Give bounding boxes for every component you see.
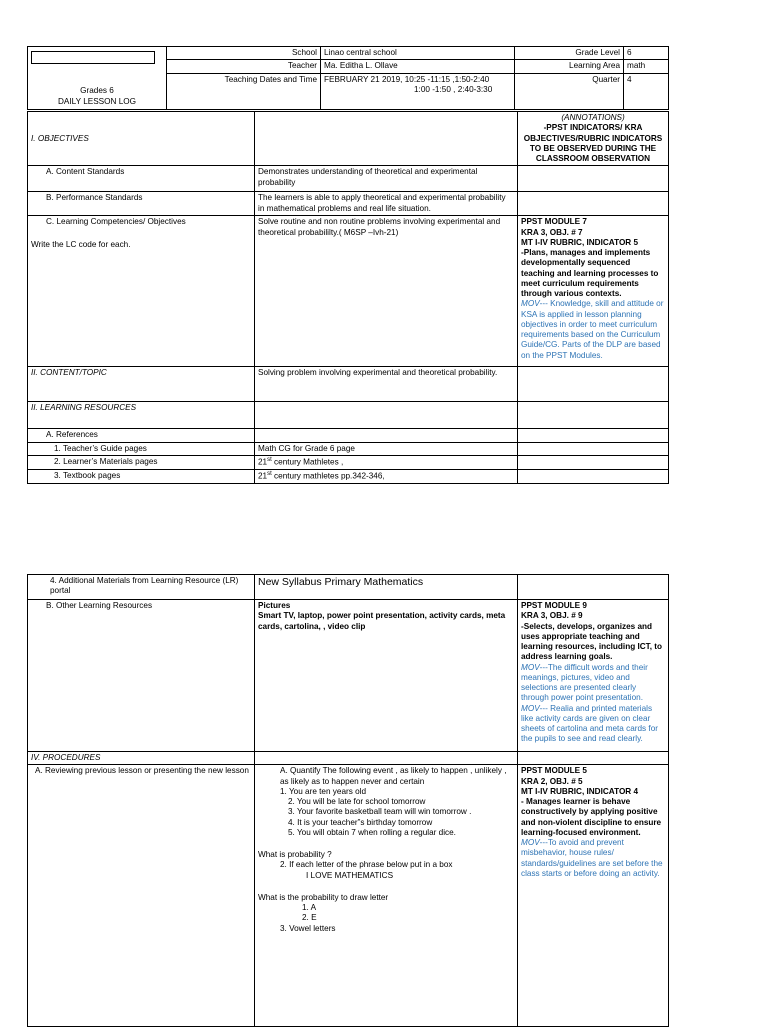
objectives-heading <box>28 112 255 166</box>
additional-materials-value: New Syllabus Primary Mathematics <box>255 575 518 600</box>
review-item-phrase: 2. If each letter of the phrase below put in a box <box>280 860 453 870</box>
daily-lesson-log-label: DAILY LESSON LOG <box>58 97 136 107</box>
grades-label: Grades 6 <box>80 86 114 95</box>
ppst-module-9: PPST MODULE 9 <box>521 601 587 610</box>
review-draw-letter: What is the probability to draw letter <box>258 892 389 902</box>
learning-area-label: Learning Area <box>515 60 624 73</box>
competencies-annotation <box>518 216 669 367</box>
other-resources-value <box>255 600 518 752</box>
textbook-value <box>255 469 518 483</box>
mov-text: --- Realia and printed materials like activity cards are given on clear sheets of cartolina and meta cards for the pupils to see and read clearly. <box>521 703 658 744</box>
additional-materials-annotation <box>518 575 669 600</box>
mov-label: MOV <box>521 838 540 847</box>
teacher-label: Teacher <box>167 60 321 73</box>
performance-standards-label: B. Performance Standards <box>28 192 255 216</box>
content-standards-label: A. Content Standards <box>28 166 255 192</box>
resources-list: Smart TV, laptop, power point presentation, activity cards, meta cards, cartolina, , video clip <box>258 611 506 631</box>
competencies-value: Solve routine and non routine problems involving experimental and theoretical probabililty.( M6SP –Ivh-21) <box>255 216 518 367</box>
kra-3-obj-9: KRA 3, OBJ. # 9 <box>521 611 583 621</box>
teachers-guide-label: 1. Teacher’s Guide pages <box>28 442 255 455</box>
review-annotation <box>518 765 669 1027</box>
review-what-is-probability: What is probability ? <box>258 850 332 859</box>
review-activity <box>255 765 518 1027</box>
rubric-indicator-4: MT I-IV RUBRIC, INDICATOR 4 <box>521 786 639 796</box>
teachers-guide-annotation <box>518 442 669 455</box>
review-vowel-letters: 3. Vowel letters <box>280 923 336 933</box>
tb-pre: 21 <box>258 471 268 481</box>
mov-label: MOV <box>521 662 540 672</box>
review-label-cell <box>28 765 255 1027</box>
textbook-annotation <box>518 469 669 483</box>
learning-resources-annotation <box>518 402 669 429</box>
learners-materials-value <box>255 455 518 469</box>
school-value: Linao central school <box>321 47 515 60</box>
school-label: School <box>167 47 321 60</box>
objectives-label: I. OBJECTIVES <box>31 133 89 143</box>
competencies-note: Write the LC code for each. <box>31 239 131 249</box>
ppst-module-5: PPST MODULE 5 <box>521 766 587 776</box>
competencies-cell <box>28 216 255 367</box>
lm-pre: 21 <box>258 457 268 467</box>
learning-area-value: math <box>624 60 669 73</box>
procedures-annotation <box>518 752 669 765</box>
learners-materials-label: 2. Learner’s Materials pages <box>28 455 255 469</box>
textbook-label: 3. Textbook pages <box>28 469 255 483</box>
learning-resources-value <box>255 402 518 429</box>
mov-misbehavior <box>521 838 665 879</box>
dates-value <box>321 73 515 109</box>
learning-resources-label: II. LEARNING RESOURCES <box>28 402 255 429</box>
mov-text: ---To avoid and prevent misbehavior, house rules/ standards/guidelines are set before the class starts or before doing an activity. <box>521 838 663 878</box>
lm-sup: st <box>267 456 272 463</box>
teachers-guide-value: Math CG for Grade 6 page <box>255 442 518 455</box>
mov-ksa <box>521 299 665 361</box>
mov-label: MOV <box>521 703 540 713</box>
mov-difficult-words <box>521 663 665 704</box>
quarter-label: Quarter <box>515 73 624 109</box>
dates-value-line2: 1:00 -1:50 , 2:40-3:30 <box>414 84 493 94</box>
mov-label: MOV <box>521 299 540 309</box>
references-annotation <box>518 429 669 442</box>
review-item-1: 1. You are ten years old <box>280 786 367 796</box>
kra-3-obj-7: KRA 3, OBJ. # 7 <box>521 227 583 237</box>
manages-learner-text: - Manages learner is behave constructively by applying positive and non-violent discipline to ensure learning-focused environment. <box>521 797 662 837</box>
selects-develops-text: -Selects, develops, organizes and uses appropriate teaching and learning resources, including ICT, to address learning goals. <box>521 621 663 662</box>
dates-value-line1: FEBRUARY 21 2019, 10:25 -11:15 ,1:50-2:40 <box>324 74 490 84</box>
rubric-indicator-5: MT I-IV RUBRIC, INDICATOR 5 <box>521 237 639 247</box>
procedures-value <box>255 752 518 765</box>
objectives-table <box>27 111 669 484</box>
tb-sup: st <box>267 470 272 477</box>
ppst-module-7: PPST MODULE 7 <box>521 217 587 227</box>
grade-level-value: 6 <box>624 47 669 60</box>
performance-standards-annotation <box>518 192 669 216</box>
plans-manages-text: -Plans, manages and implements developmentally sequenced teaching and learning processes to meet curriculum requirements through various contexts. <box>521 248 659 298</box>
grade-level-label: Grade Level <box>515 47 624 60</box>
review-item-2: 2. You will be late for school tomorrow <box>288 797 426 806</box>
review-letter-a: 1. A <box>302 903 317 912</box>
lm-post: century Mathletes , <box>271 457 344 467</box>
annotations-heading <box>518 112 669 166</box>
review-quantify: A. Quantify The following event , as likely to happen , unlikely , as likely as to happen never and certain <box>280 766 507 786</box>
content-topic-annotation <box>518 367 669 402</box>
content-topic-value: Solving problem involving experimental and theoretical probability. <box>255 367 518 402</box>
mov-text: ---The difficult words and their meanings, pictures, video and selections are presented clearly through power point presentation. <box>521 662 648 703</box>
teacher-value: Ma. Editha L. Ollave <box>321 60 515 73</box>
content-topic-label: II. CONTENT/TOPIC <box>28 367 255 402</box>
other-resources-label: B. Other Learning Resources <box>28 600 255 752</box>
review-letter-e: 2. E <box>302 913 317 923</box>
review-item-5: 5. You will obtain 7 when rolling a regular dice. <box>288 827 456 837</box>
mov-text: --- Knowledge, skill and attitude or KSA is applied in lesson planning objectives in order to meet curriculum requirements based on the Curriculum Guide/CG. Parts of the DLP are based on the PPST Modules. <box>521 299 664 360</box>
content-standards-value: Demonstrates understanding of theoretical and experimental probability <box>255 166 518 192</box>
quarter-value: 4 <box>624 73 669 109</box>
header-blank-box <box>31 51 155 64</box>
header-table <box>27 46 669 110</box>
dates-label: Teaching Dates and Time <box>167 73 321 109</box>
tb-post: century mathletes pp.342-346, <box>271 471 385 481</box>
objectives-blank <box>255 112 518 166</box>
review-label: A. Reviewing previous lesson or presenting the new lesson <box>35 766 249 776</box>
content-standards-annotation <box>518 166 669 192</box>
annotations-description: -PPST INDICATORS/ KRA OBJECTIVES/RUBRIC INDICATORS TO BE OBSERVED DURING THE CLASSROOM OBSERVATION <box>523 123 663 163</box>
references-label: A. References <box>28 429 255 442</box>
competencies-label: C. Learning Competencies/ Objectives <box>46 217 186 227</box>
references-value <box>255 429 518 442</box>
review-phrase: I LOVE MATHEMATICS <box>306 870 394 880</box>
review-item-4: 4. It is your teacher”s birthday tomorrow <box>288 817 433 827</box>
other-resources-annotation <box>518 600 669 752</box>
procedures-table <box>27 574 669 1027</box>
grades-log-cell <box>28 85 167 109</box>
additional-materials-label: 4. Additional Materials from Learning Resource (LR) portal <box>28 575 255 600</box>
kra-2-obj-5: KRA 2, OBJ. # 5 <box>521 776 583 786</box>
mov-realia <box>521 704 665 745</box>
learners-materials-annotation <box>518 455 669 469</box>
header-left-cell <box>28 47 167 86</box>
annotations-title: (ANNOTATIONS) <box>561 113 625 122</box>
pictures-label: Pictures <box>258 601 291 610</box>
review-item-3: 3. Your favorite basketball team will win tomorrow . <box>288 807 472 817</box>
procedures-label: IV. PROCEDURES <box>28 752 255 765</box>
performance-standards-value: The learners is able to apply theoretical and experimental probability in mathematical problems and real life situation. <box>255 192 518 216</box>
